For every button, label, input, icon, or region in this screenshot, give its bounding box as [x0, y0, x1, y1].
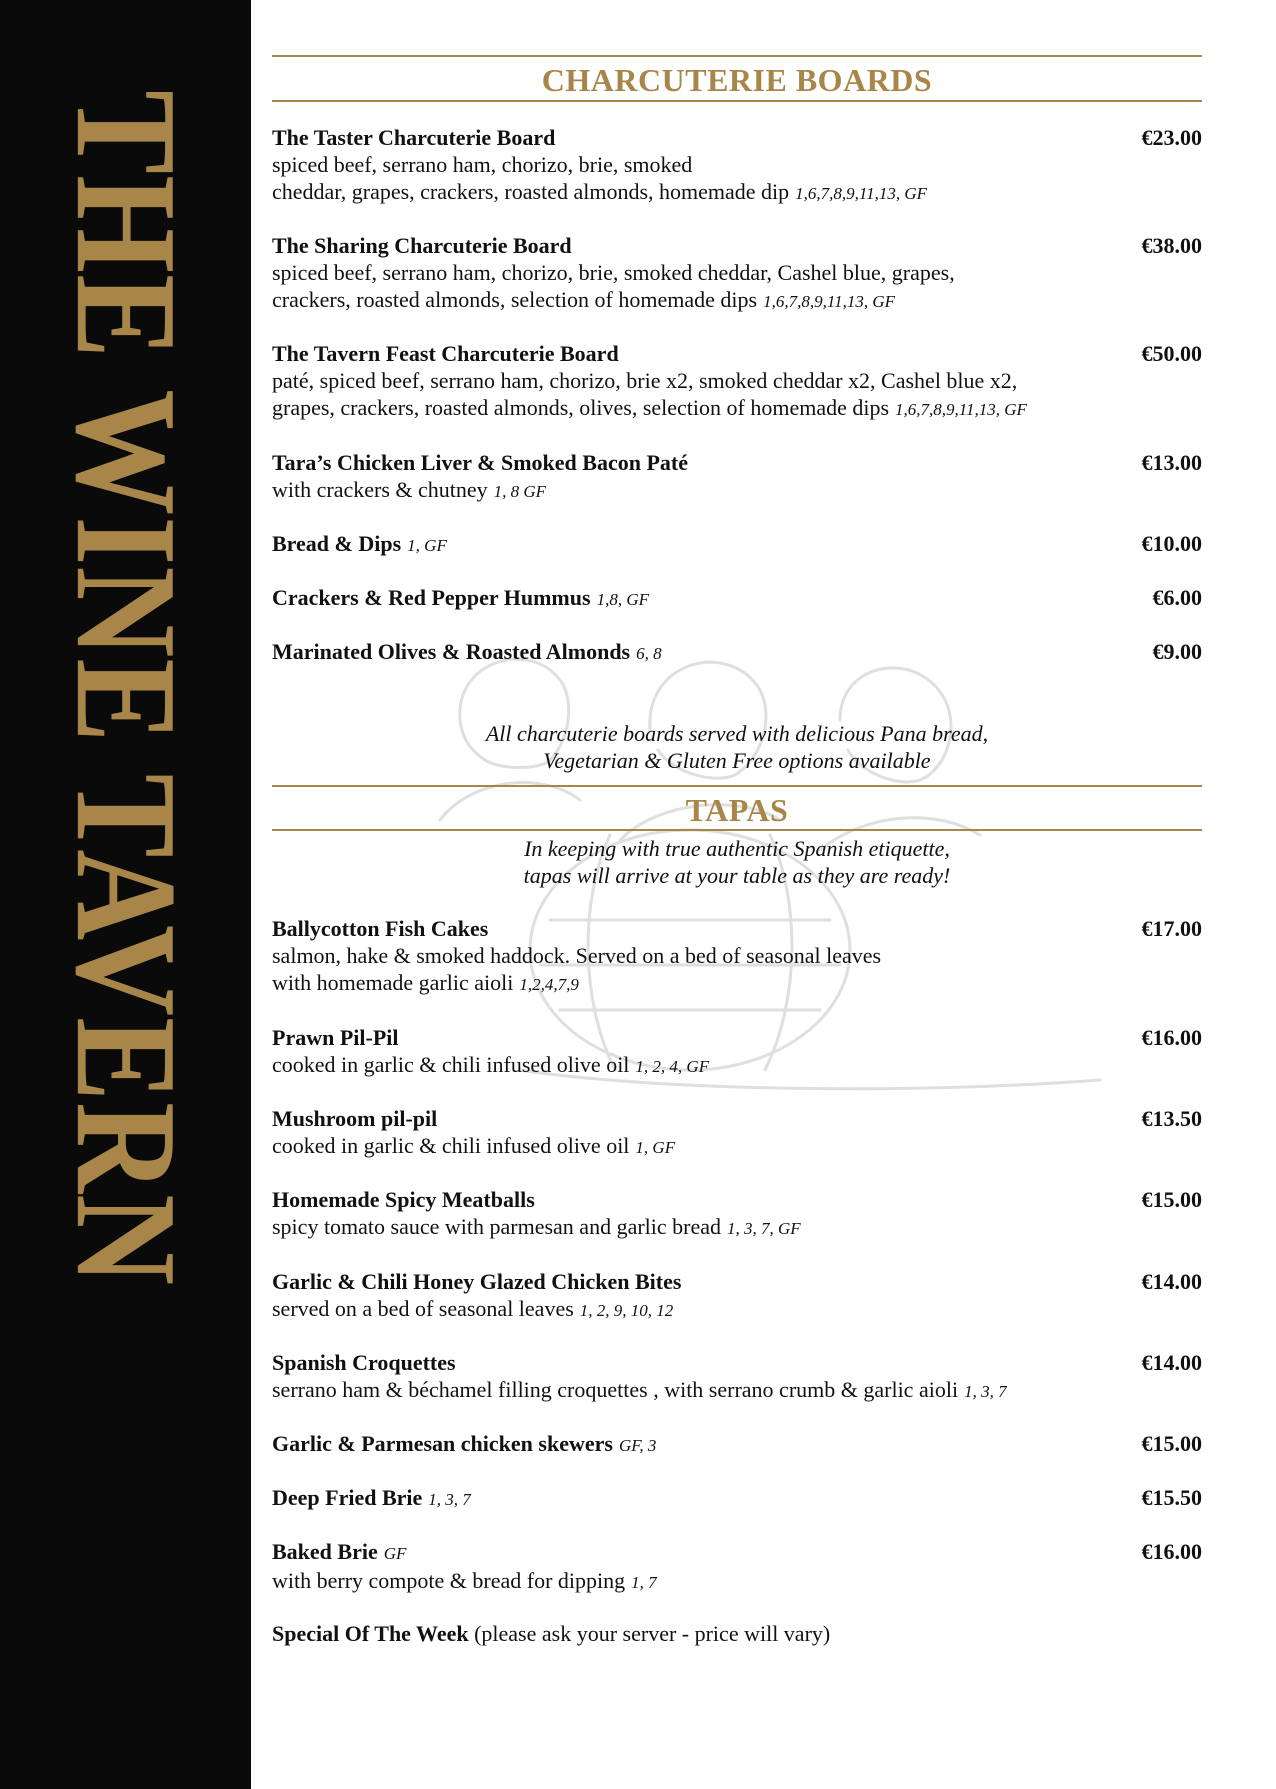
item-price: €23.00	[1141, 125, 1202, 150]
item-description: cooked in garlic & chili infused olive oil	[272, 1133, 630, 1158]
item-allergens: 1, 8 GF	[493, 482, 547, 501]
item-price: €15.00	[1141, 1431, 1202, 1456]
item-name: Bread & Dips	[272, 531, 402, 556]
section-rule-bottom	[272, 100, 1202, 102]
item-allergens: 1, 7	[631, 1573, 657, 1592]
item-description: served on a bed of seasonal leaves	[272, 1296, 574, 1321]
item-name: The Tavern Feast Charcuterie Board	[272, 341, 619, 366]
menu-item	[272, 530, 1202, 559]
special-name: Special Of The Week	[272, 1621, 469, 1646]
item-description: spiced beef, serrano ham, chorizo, brie, smoked cheddar, grapes, crackers, roasted almonds, homemade dip	[272, 152, 790, 204]
sidebar-band	[0, 0, 251, 1789]
section-rule-bottom	[272, 829, 1202, 831]
menu-item	[272, 1186, 1202, 1242]
menu-item	[272, 1105, 1202, 1161]
item-allergens: 1, 2, 4, GF	[635, 1057, 710, 1076]
charcuterie-note: All charcuterie boards served with delicious Pana bread, Vegetarian & Gluten Free options available	[485, 721, 989, 773]
item-name: Garlic & Chili Honey Glazed Chicken Bites	[272, 1269, 682, 1294]
menu-item	[272, 124, 1202, 207]
item-price: €16.00	[1141, 1025, 1202, 1050]
item-price: €50.00	[1141, 341, 1202, 366]
item-price: €17.00	[1141, 916, 1202, 941]
item-name: The Taster Charcuterie Board	[272, 125, 556, 150]
item-allergens: 1, 3, 7, GF	[727, 1219, 801, 1238]
item-allergens: 1,8, GF	[596, 590, 649, 609]
item-description: spiced beef, serrano ham, chorizo, brie, smoked cheddar, Cashel blue, grapes, crackers, roasted almonds, selection of homemade dips	[272, 260, 955, 312]
item-price: €15.50	[1141, 1485, 1202, 1510]
menu-item	[272, 449, 1202, 505]
item-name: Tara’s Chicken Liver & Smoked Bacon Paté	[272, 450, 688, 475]
item-allergens: GF, 3	[618, 1436, 657, 1455]
item-price: €10.00	[1141, 531, 1202, 556]
item-price: €14.00	[1141, 1350, 1202, 1375]
item-allergens: 1, 3, 7	[964, 1382, 1007, 1401]
item-allergens: 1,6,7,8,9,11,13, GF	[795, 184, 928, 203]
item-description: cooked in garlic & chili infused olive oil	[272, 1052, 630, 1077]
item-allergens: 1,2,4,7,9	[519, 975, 579, 994]
item-price: €6.00	[1152, 585, 1202, 610]
item-name: Spanish Croquettes	[272, 1350, 456, 1375]
item-name: Marinated Olives & Roasted Almonds	[272, 639, 631, 664]
item-price: €13.00	[1141, 450, 1202, 475]
item-price: €15.00	[1141, 1187, 1202, 1212]
item-price: €13.50	[1141, 1106, 1202, 1131]
item-name: Crackers & Red Pepper Hummus	[272, 585, 591, 610]
item-price: €9.00	[1152, 639, 1202, 664]
menu-item	[272, 340, 1202, 423]
menu-item	[272, 1024, 1202, 1080]
menu-item	[272, 1538, 1202, 1596]
item-description: salmon, hake & smoked haddock. Served on a bed of seasonal leaves with homemade garlic aioli	[272, 943, 882, 995]
item-allergens: 1,6,7,8,9,11,13, GF	[763, 292, 895, 311]
item-allergens: 1,6,7,8,9,11,13, GF	[895, 400, 1027, 419]
item-allergens: 1, 2, 9, 10, 12	[579, 1301, 674, 1320]
item-name: Homemade Spicy Meatballs	[272, 1187, 535, 1212]
item-allergens: 1, 3, 7	[428, 1490, 471, 1509]
item-allergens: GF	[383, 1544, 407, 1563]
section-rule-top	[272, 785, 1202, 787]
item-description: with berry compote & bread for dipping	[272, 1568, 626, 1593]
item-name: Garlic & Parmesan chicken skewers	[272, 1431, 613, 1456]
item-name: Ballycotton Fish Cakes	[272, 916, 489, 941]
menu-item	[272, 232, 1202, 315]
menu-item	[272, 638, 1202, 667]
item-name: Mushroom pil-pil	[272, 1106, 438, 1131]
special-text: (please ask your server - price will vary)	[474, 1621, 831, 1646]
tapas-section-title: TAPAS	[685, 792, 789, 828]
special-of-the-week	[272, 1620, 1202, 1647]
item-description: paté, spiced beef, serrano ham, chorizo, brie x2, smoked cheddar x2, Cashel blue x2, grapes, crackers, roasted almonds, olives, selection of homemade dips	[272, 368, 1018, 420]
menu-item	[272, 1349, 1202, 1405]
tapas-intro: In keeping with true authentic Spanish etiquette, tapas will arrive at your table as they are ready!	[523, 836, 951, 888]
menu-item	[272, 1430, 1202, 1459]
menu-item	[272, 915, 1202, 998]
item-description: serrano ham & béchamel filling croquettes , with serrano crumb & garlic aioli	[272, 1377, 959, 1402]
item-description: with crackers & chutney	[272, 477, 488, 502]
item-allergens: 1, GF	[407, 536, 447, 555]
charcuterie-section-title: CHARCUTERIE BOARDS	[541, 62, 933, 98]
item-allergens: 1, GF	[635, 1138, 676, 1157]
item-price: €38.00	[1141, 233, 1202, 258]
venue-title: THE WINE TAVERN	[45, 90, 206, 1287]
menu-item	[272, 584, 1202, 613]
item-price: €16.00	[1141, 1539, 1202, 1564]
item-name: Prawn Pil-Pil	[272, 1025, 399, 1050]
item-price: €14.00	[1141, 1269, 1202, 1294]
item-description: spicy tomato sauce with parmesan and garlic bread	[272, 1214, 722, 1239]
section-rule-top	[272, 55, 1202, 57]
item-name: Baked Brie	[272, 1539, 378, 1564]
item-name: The Sharing Charcuterie Board	[272, 233, 572, 258]
item-allergens: 6, 8	[636, 644, 662, 663]
item-name: Deep Fried Brie	[272, 1485, 423, 1510]
menu-item	[272, 1484, 1202, 1513]
menu-item	[272, 1268, 1202, 1324]
